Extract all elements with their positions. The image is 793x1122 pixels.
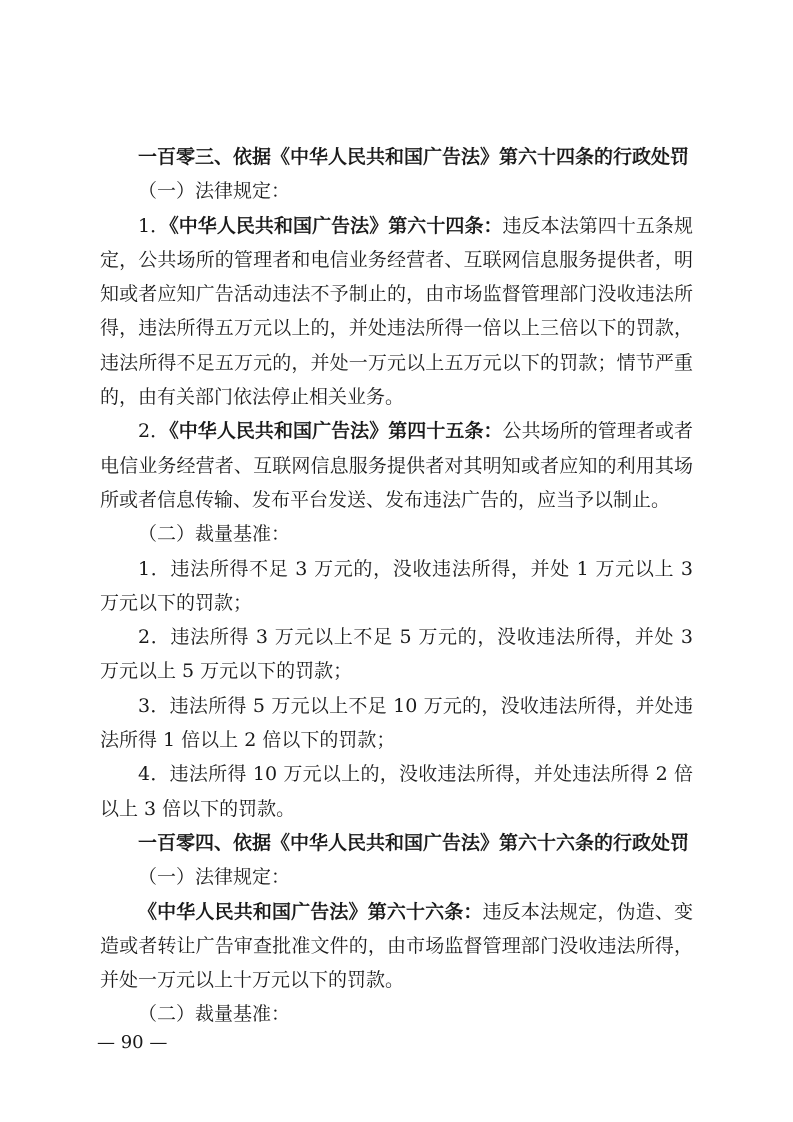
discretion-standard-label: （二）裁量基准： xyxy=(138,523,291,546)
standard-item-2: 2．违法所得 3 万元以上不足 5 万元的，没收违法所得，并处 3 万元以上 5 万元以下的罚款； xyxy=(100,626,693,683)
law-text: 违反本法第四十五条规定，公共场所的管理者和电信业务经营者、互联网信息服务提供者，明知或者应知广告活动违法不予制止的，由市场监督管理部门没收违法所得，违法所得五万元以上的，并处违法所得一倍以上三倍以下的罚款，违法所得不足五万元的，并处一万元以上五万元以下的罚款；情节严重的，由有关部门依法停止相关业务。 xyxy=(100,214,693,409)
legal-provisions-label: （一）法律规定： xyxy=(138,866,291,889)
law-text: 公共场所的管理者或者电信业务经营者、互联网信息服务提供者对其明知或者应知的利用其场所或者信息传输、发布平台发送、发布违法广告的，应当予以制止。 xyxy=(100,420,693,511)
law-number: 1． xyxy=(138,214,170,237)
law-paragraph-64 xyxy=(100,209,693,415)
discretion-standard-label: （二）裁量基准： xyxy=(138,1003,291,1026)
law-paragraph-45 xyxy=(100,414,693,517)
legal-provisions-label: （一）法律规定： xyxy=(138,180,291,203)
page-number: — 90 — xyxy=(97,1032,168,1053)
standard-item-4: 4．违法所得 10 万元以上的，没收违法所得，并处违法所得 2 倍以上 3 倍以下的罚款。 xyxy=(100,763,693,820)
law-text: 违反本法规定，伪造、变造或者转让广告审查批准文件的，由市场监督管理部门没收违法所得，并处一万元以上十万元以下的罚款。 xyxy=(100,900,693,992)
standard-item-1: 1．违法所得不足 3 万元的，没收违法所得，并处 1 万元以上 3 万元以下的罚款； xyxy=(100,557,693,614)
law-paragraph-66 xyxy=(100,895,693,998)
law-reference: 《中华人民共和国广告法》第六十六条： xyxy=(138,900,483,923)
section-heading-104: 一百零四、依据《中华人民共和国广告法》第六十六条的行政处罚 xyxy=(138,831,690,854)
law-reference: 《中华人民共和国广告法》第六十四条： xyxy=(169,214,503,237)
section-heading-103: 一百零三、依据《中华人民共和国广告法》第六十四条的行政处罚 xyxy=(138,146,690,168)
standard-item-3: 3．违法所得 5 万元以上不足 10 万元的，没收违法所得，并处违法所得 1 倍以上 2 倍以下的罚款； xyxy=(100,694,693,752)
document-body xyxy=(100,140,693,1032)
law-number: 2． xyxy=(138,420,170,443)
law-reference: 《中华人民共和国广告法》第四十五条： xyxy=(169,420,503,443)
